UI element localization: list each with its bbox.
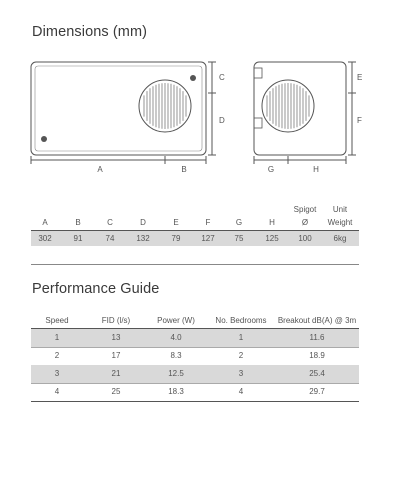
dimension-value-7: 125 xyxy=(265,234,279,243)
spigot-header: Spigot xyxy=(293,205,317,214)
dimension-header-8: Ø xyxy=(301,218,309,227)
label-d: D xyxy=(219,116,225,125)
dimension-header-0: A xyxy=(42,218,48,227)
dimension-value-6: 75 xyxy=(234,234,244,243)
label-b: B xyxy=(181,165,187,174)
performance-cell-r1-c0: 2 xyxy=(54,351,60,360)
performance-cell-r3-c1: 25 xyxy=(111,387,121,396)
performance-cell-r2-c2: 12.5 xyxy=(168,369,184,378)
dimension-drawing xyxy=(0,0,400,200)
dimension-value-0: 302 xyxy=(38,234,52,243)
dimension-header-1: B xyxy=(75,218,81,227)
dimension-value-4: 79 xyxy=(171,234,181,243)
label-f: F xyxy=(357,116,362,125)
performance-cell-r3-c0: 4 xyxy=(54,387,60,396)
performance-header-3: No. Bedrooms xyxy=(215,316,267,325)
unit-header: Unit xyxy=(332,205,348,214)
label-h: H xyxy=(313,165,319,174)
performance-cell-r3-c3: 4 xyxy=(238,387,244,396)
performance-cell-r2-c1: 21 xyxy=(111,369,121,378)
performance-cell-r0-c0: 1 xyxy=(54,333,60,342)
performance-cell-r0-c1: 13 xyxy=(111,333,121,342)
performance-cell-r2-c0: 3 xyxy=(54,369,60,378)
label-g: G xyxy=(267,165,275,174)
dimension-header-3: D xyxy=(140,218,146,227)
dimensions-title: Dimensions (mm) xyxy=(32,24,148,40)
performance-cell-r0-c4: 11.6 xyxy=(309,333,325,342)
label-a: A xyxy=(97,165,103,174)
performance-cell-r0-c3: 1 xyxy=(238,333,244,342)
label-c: C xyxy=(219,73,225,82)
dimension-header-5: F xyxy=(205,218,211,227)
performance-title: Performance Guide xyxy=(32,281,160,297)
performance-header-0: Speed xyxy=(45,316,69,325)
performance-cell-r2-c4: 25.4 xyxy=(309,369,325,378)
performance-cell-r2-c3: 3 xyxy=(238,369,244,378)
performance-cell-r3-c4: 29.7 xyxy=(309,387,325,396)
performance-cell-r1-c4: 18.9 xyxy=(309,351,325,360)
dimension-value-3: 132 xyxy=(136,234,150,243)
dimension-header-2: C xyxy=(107,218,113,227)
label-e: E xyxy=(357,73,363,82)
dimension-header-4: E xyxy=(173,218,179,227)
dimension-header-9: Weight xyxy=(327,218,353,227)
dimension-value-2: 74 xyxy=(105,234,115,243)
dimension-header-7: H xyxy=(269,218,275,227)
performance-header-1: FID (l/s) xyxy=(101,316,131,325)
dimension-value-1: 91 xyxy=(73,234,83,243)
performance-cell-r1-c2: 8.3 xyxy=(170,351,182,360)
performance-header-4: Breakout dB(A) @ 3m xyxy=(277,316,357,325)
dimension-header-6: G xyxy=(235,218,243,227)
dimension-value-9: 6kg xyxy=(333,234,347,243)
dimension-value-5: 127 xyxy=(201,234,215,243)
performance-cell-r0-c2: 4.0 xyxy=(170,333,182,342)
performance-cell-r1-c1: 17 xyxy=(111,351,121,360)
dimension-value-8: 100 xyxy=(298,234,312,243)
performance-header-2: Power (W) xyxy=(157,316,195,325)
performance-cell-r1-c3: 2 xyxy=(238,351,244,360)
performance-cell-r3-c2: 18.3 xyxy=(168,387,184,396)
